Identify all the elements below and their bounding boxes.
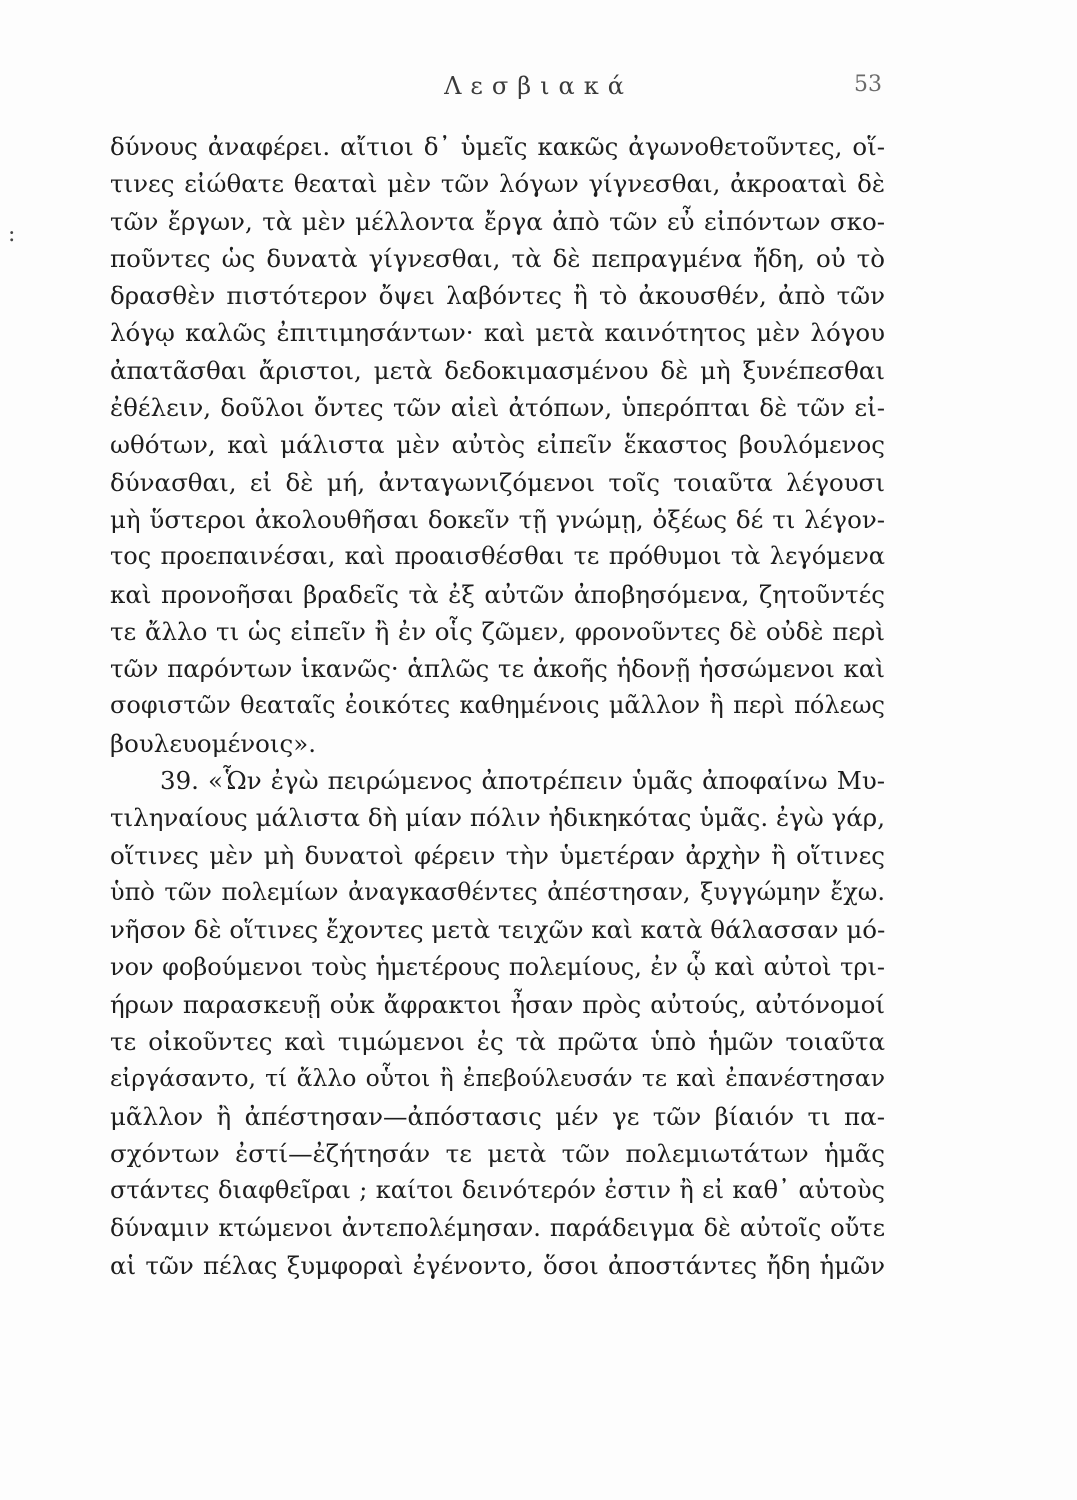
text-line: δύνους ἀναφέρει. αἴτιοι δ᾽ ὑμεῖς κακῶς ἀγωνοθετοῦντες, οἵ- xyxy=(110,132,885,161)
text-line: ἀπατᾶσθαι ἄριστοι, μετὰ δεδοκιμασμένου δὲ μὴ ξυνέπεσθαι xyxy=(110,355,885,385)
page-number: 53 xyxy=(854,72,882,97)
text-line: βουλευομένοις». xyxy=(110,728,317,758)
text-line: μὴ ὕστεροι ἀκολουθῆσαι δοκεῖν τῇ γνώμῃ, ὀξέως δέ τι λέγον- xyxy=(110,504,885,534)
text-line: ποῦντες ὡς δυνατὰ γίγνεσθαι, τὰ δὲ πεπραγμένα ἤδη, οὐ τὸ xyxy=(110,243,885,273)
section-start-line: 39. «Ὧν ἐγὼ πειρώμενος ἀποτρέπειν ὑμᾶς ἀποφαίνω Μυ- xyxy=(160,766,885,796)
text-line: νον φοβούμενοι τοὺς ἡμετέρους πολεμίους, ἐν ᾧ καὶ αὐτοὶ τρι- xyxy=(110,952,885,981)
text-line: δρασθὲν πιστότερον ὄψει λαβόντες ἢ τὸ ἀκουσθέν, ἀπὸ τῶν xyxy=(110,281,885,311)
text-line: ὑπὸ τῶν πολεμίων ἀναγκασθέντες ἀπέστησαν, ξυγγώμην ἔχω. xyxy=(110,877,885,906)
text-line: λόγῳ καλῶς ἐπιτιμησάντων· καὶ μετὰ καινότητος μὲν λόγου xyxy=(110,318,885,348)
text-line: τος προεπαινέσαι, καὶ προαισθέσθαι τε πρόθυμοι τὰ λεγόμενα xyxy=(110,542,885,571)
text-line: τινες εἰώθατε θεαταὶ μὲν τῶν λόγων γίγνεσθαι, ἀκροαταὶ δὲ xyxy=(110,169,885,199)
body-text xyxy=(110,128,885,1284)
text-line: δύναμιν κτώμενοι ἀντεπολέμησαν. παράδειγμα δὲ αὐτοῖς οὔτε xyxy=(110,1213,885,1242)
text-line: εἰργάσαντο, τί ἄλλο οὗτοι ἢ ἐπεβούλευσάν τε καὶ ἐπανέστησαν xyxy=(110,1064,885,1093)
text-line: ήρων παρασκευῇ οὐκ ἄφρακτοι ἦσαν πρὸς αὐτούς, αὐτόνομοί xyxy=(110,989,885,1019)
text-line: σοφιστῶν θεαταῖς ἐοικότες καθημένοις μᾶλλον ἢ περὶ πόλεως xyxy=(110,691,885,720)
text-line: ἐθέλειν, δοῦλοι ὄντες τῶν αἰεὶ ἀτόπων, ὑπερόπται δὲ τῶν εἰ- xyxy=(110,393,885,423)
text-line: ωθότων, καὶ μάλιστα μὲν αὐτὸς εἰπεῖν ἕκαστος βουλόμενος xyxy=(110,430,885,460)
text-line: τε οἰκοῦντες καὶ τιμώμενοι ἐς τὰ πρῶτα ὑπὸ ἡμῶν τοιαῦτα xyxy=(110,1027,885,1057)
margin-mark: : xyxy=(8,222,16,247)
running-title: Λεσβιακά xyxy=(444,72,633,100)
text-line: τῶν παρόντων ἱκανῶς· ἁπλῶς τε ἀκοῆς ἡδονῇ ἡσσώμενοι καὶ xyxy=(110,654,885,684)
text-line: τιληναίους μάλιστα δὴ μίαν πόλιν ἠδικηκότας ὑμᾶς. ἐγὼ γάρ, xyxy=(110,803,885,833)
text-line: τῶν ἔργων, τὰ μὲν μέλλοντα ἔργα ἀπὸ τῶν εὖ εἰπόντων σκο- xyxy=(110,206,885,236)
text-line: μᾶλλον ἢ ἀπέστησαν—ἀπόστασις μέν γε τῶν βίαιόν τι πα- xyxy=(110,1101,885,1131)
text-line: στάντες διαφθεῖραι ; καίτοι δεινότερόν ἐστιν ἢ εἰ καθ᾽ αὑτοὺς xyxy=(110,1176,885,1205)
text-line: οἵτινες μὲν μὴ δυνατοὶ φέρειν τὴν ὑμετέραν ἀρχὴν ἢ οἵτινες xyxy=(110,840,885,870)
text-line: καὶ προνοῆσαι βραδεῖς τὰ ἐξ αὐτῶν ἀποβησόμενα, ζητοῦντές xyxy=(110,579,885,609)
text-line: δύνασθαι, εἰ δὲ μή, ἀνταγωνιζόμενοι τοῖς τοιαῦτα λέγουσι xyxy=(110,467,885,497)
text-line: τε ἄλλο τι ὡς εἰπεῖν ἢ ἐν οἷς ζῶμεν, φρονοῦντες δὲ οὐδὲ περὶ xyxy=(110,616,885,646)
text-line: νῆσον δὲ οἵτινες ἔχοντες μετὰ τειχῶν καὶ κατὰ θάλασσαν μό- xyxy=(110,915,886,945)
text-line: αἱ τῶν πέλας ξυμφοραὶ ἐγένοντο, ὅσοι ἀποστάντες ἤδη ἡμῶν xyxy=(110,1250,885,1280)
text-line: σχόντων ἐστί—ἐζήτησάν τε μετὰ τῶν πολεμιωτάτων ἡμᾶς xyxy=(110,1139,885,1169)
